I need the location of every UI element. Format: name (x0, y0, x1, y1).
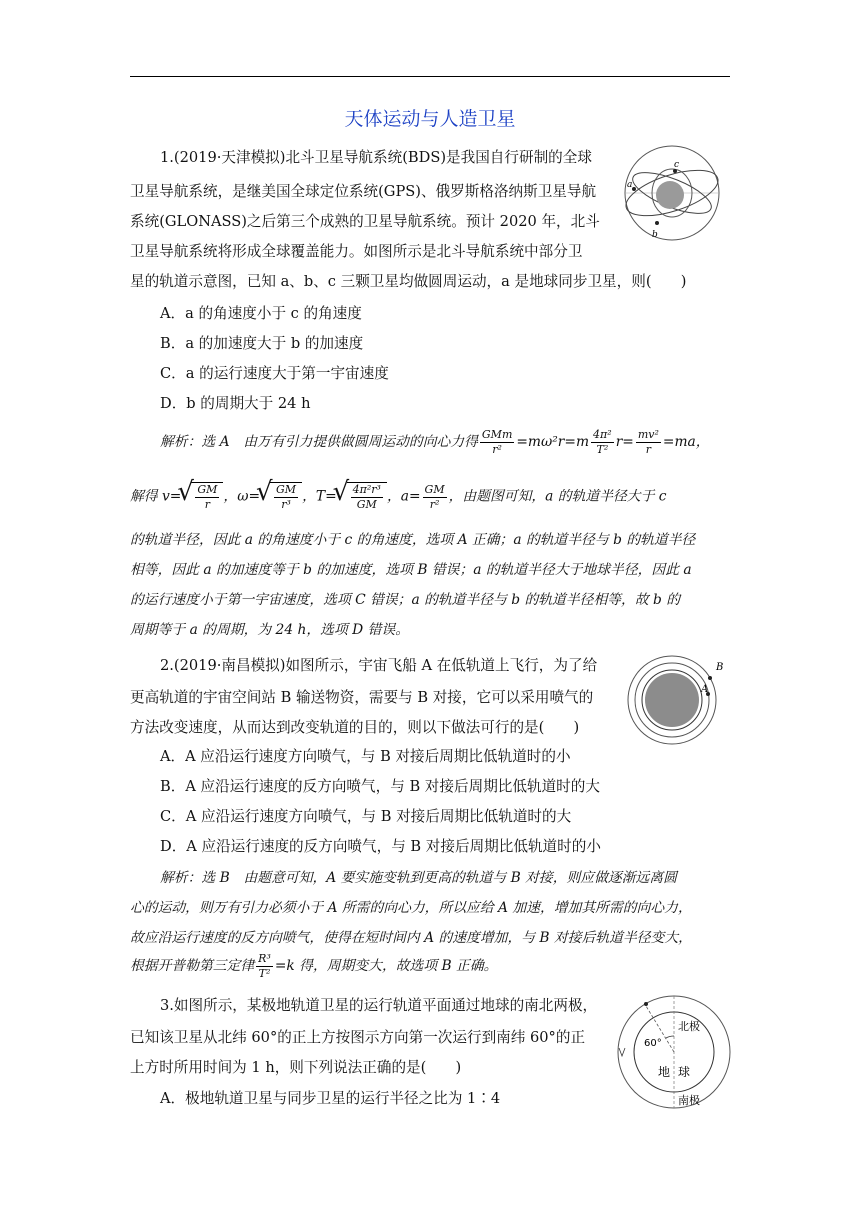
page-title: 天体运动与人造卫星 (344, 108, 516, 130)
q3-line-3: 上方时所用时间为 1 h，则下列说法正确的是( ) (130, 1059, 462, 1076)
q3-option-a: A．极地轨道卫星与同步卫星的运行半径之比为 1∶4 (160, 1090, 501, 1107)
q1-analysis-line-3: 的轨道半径，因此 a 的角速度小于 c 的角速度，选项 A 正确；a 的轨道半径与 b 的轨道半径 (130, 532, 696, 548)
q1-fig-label-b: b (652, 230, 658, 240)
q1-option-a: A．a 的角速度小于 c 的角速度 (160, 305, 362, 322)
q3-polar-orbit-figure (614, 990, 734, 1114)
q1-option-b: B．a 的加速度大于 b 的加速度 (160, 335, 364, 352)
q2-option-c: C．A 应沿运行速度方向喷气，与 B 对接后周期比低轨道时的大 (160, 808, 572, 825)
q3-line-1: 3.如图所示，某极地轨道卫星的运行轨道平面通过地球的南北两极， (160, 997, 598, 1014)
q2-line-1: 2.(2019·南昌模拟)如图所示，宇宙飞船 A 在低轨道上飞行，为了给 (160, 657, 598, 674)
q2-option-b: B．A 应沿运行速度的反方向喷气，与 B 对接后周期比低轨道时的大 (160, 778, 600, 795)
q2-fig-label-a: A (701, 684, 709, 695)
q2-line-2: 更高轨道的宇宙空间站 B 输送物资，需要与 B 对接，它可以采用喷气的 (130, 689, 594, 706)
formula-4pi2-t2: $\frac{\text{4π²}}{\text{T²}}$ (593, 428, 612, 456)
formula-sqrt-gm-r: √ $\frac{GM}{r}$ (197, 483, 218, 511)
q1-line-4: 卫星导航系统将形成全球覆盖能力。如图所示是北斗导航系统中部分卫 (130, 243, 583, 260)
q1-orbit-figure (612, 143, 734, 243)
q3-fig-label-north: 北极 (678, 1020, 700, 1033)
q1-analysis-line-4: 相等，因此 a 的加速度等于 b 的加速度，选项 B 错误；a 的轨道半径大于地球半径，因此 a (130, 562, 692, 578)
formula-mv2-r: $\frac{\text{mv²}}{r}$ (637, 428, 659, 456)
q3-fig-label-di: 地 (658, 1065, 671, 1079)
q3-fig-label-angle: 60° (644, 1038, 662, 1049)
q1-line-2: 卫星导航系统，是继美国全球定位系统(GPS)、俄罗斯格洛纳斯卫星导航 (130, 183, 597, 200)
q1-line-5: 星的轨道示意图，已知 a、b、c 三颗卫星均做圆周运动，a 是地球同步卫星，则( ) (130, 273, 687, 290)
q3-fig-label-qiu: 球 (678, 1065, 691, 1079)
q2-line-3: 方法改变速度，从而达到改变轨道的目的，则以下做法可行的是( ) (130, 719, 580, 736)
q2-analysis-line-3: 故应沿运行速度的反方向喷气，使得在短时间内 A 的速度增加，与 B 对接后轨道半径变大， (130, 930, 692, 946)
formula-gmm-r2: $\frac{\text{GMm}}{\text{r²}}$ (481, 428, 513, 456)
q1-analysis-head: 解析：选 A 由万有引力提供做圆周运动的向心力得 (160, 434, 478, 450)
q2-analysis-line-2: 心的运动，则万有引力必须小于 A 所需的向心力，所以应给 A 加速，增加其所需的向心力， (130, 900, 692, 916)
q1-option-c: C．a 的运行速度大于第一宇宙速度 (160, 365, 389, 382)
q2-fig-label-b: B (716, 662, 724, 673)
q1-fig-label-a: a (627, 180, 633, 190)
q1-option-d: D．b 的周期大于 24 h (160, 395, 311, 412)
formula-gm-r2: $\frac{GM}{\text{r²}}$ (424, 482, 445, 511)
q2-orbit-figure (616, 654, 734, 746)
q2-analysis-line-1: 解析：选 B 由题意可知，A 要实施变轨到更高的轨道与 B 对接，则应做逐渐远离圆 (160, 870, 677, 886)
q2-option-d: D．A 应沿运行速度的反方向喷气，与 B 对接后周期比低轨道时的小 (160, 838, 601, 855)
q2-option-a: A．A 应沿运行速度方向喷气，与 B 对接后周期比低轨道时的小 (160, 748, 571, 765)
formula-sqrt-gm-r3: √ $\frac{GM}{\text{r³}}$ (276, 483, 297, 511)
q1-analysis-line-6: 周期等于 a 的周期，为 24 h，选项 D 错误。 (130, 622, 409, 638)
formula-r3-t2: $\frac{\text{R³}}{\text{T²}}$ (258, 952, 271, 980)
q1-analysis-line-1: 解析：选 A 由万有引力提供做圆周运动的向心力得 $\frac{\text{GMm}}{\text{r²}}$ =mω²r=m $\frac{\text{4π²}}{\text{T²}}$ r= $\frac{\text{mv²}}{r}$ =ma， (160, 428, 710, 456)
q2-analysis-line-4: 根据开普勒第三定律 $\frac{\text{R³}}{\text{T²}}$ =k 得，周期变大，故选项 B 正确。 (130, 952, 498, 980)
q1-analysis-line-2: 解得 v= √ $\frac{GM}{r}$ ，ω= √ $\frac{GM}{\text{r³}}$ ，T= √ $\frac{\text{4π²r³}}{GM}$ ，a= $\frac{GM}{\text{r²}}$ ，由题图可知，a 的轨道半径大于 c (130, 482, 667, 512)
q3-line-2: 已知该卫星从北纬 60°的正上方按图示方向第一次运行到南纬 60°的正 (130, 1029, 586, 1046)
q1-line-1: 1.(2019·天津模拟)北斗卫星导航系统(BDS)是我国自行研制的全球 (160, 149, 592, 166)
formula-sqrt-4pi2r3-gm: √ $\frac{\text{4π²r³}}{GM}$ (352, 483, 381, 511)
q1-line-3: 系统(GLONASS)之后第三个成熟的卫星导航系统。预计 2020 年，北斗 (130, 213, 600, 230)
q3-fig-label-south: 南极 (678, 1094, 700, 1107)
q1-analysis-line-5: 的运行速度小于第一宇宙速度，选项 C 错误；a 的轨道半径与 b 的轨道半径相等，故 b 的 (130, 592, 681, 608)
q1-fig-label-c: c (674, 160, 680, 170)
header-rule (130, 76, 730, 77)
